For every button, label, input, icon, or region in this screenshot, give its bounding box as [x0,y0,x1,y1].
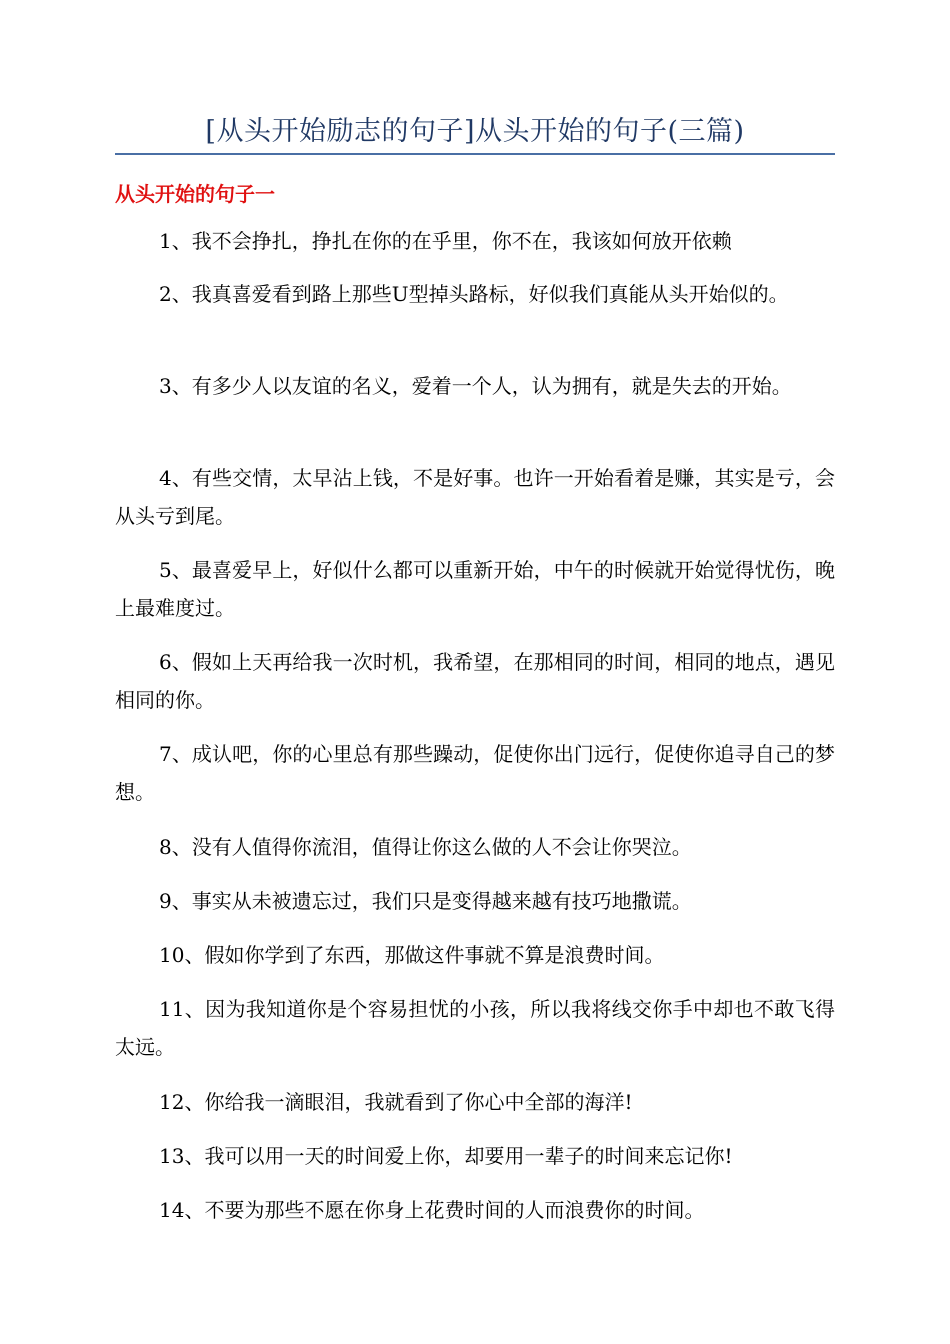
sentence-item-10: 10、假如你学到了东西，那做这件事就不算是浪费时间。 [159,943,665,967]
sentence-item-9: 9、事实从未被遗忘过，我们只是变得越来越有技巧地撒谎。 [159,889,692,913]
sentence-item-7: 7、成认吧，你的心里总有那些躁动，促使你出门远行，促使你追寻自己的梦想。 [115,742,835,804]
sentence-item-12: 12、你给我一滴眼泪，我就看到了你心中全部的海洋! [159,1090,633,1114]
sentence-item-3: 3、有多少人以友谊的名义，爱着一个人，认为拥有，就是失去的开始。 [159,374,792,398]
sentence-item-14: 14、不要为那些不愿在你身上花费时间的人而浪费你的时间。 [159,1198,705,1222]
sentence-item-5: 5、最喜爱早上，好似什么都可以重新开始，中午的时候就开始觉得忧伤，晚上最难度过。 [115,558,835,620]
sentence-item-13: 13、我可以用一天的时间爱上你，却要用一辈子的时间来忘记你! [159,1144,733,1168]
document-title: [从头开始励志的句子]从头开始的句子(三篇) [205,116,745,147]
sentence-item-1: 1、我不会挣扎，挣扎在你的在乎里，你不在，我该如何放开依赖 [159,229,732,253]
sentence-item-6: 6、假如上天再给我一次时机，我希望，在那相同的时间，相同的地点，遇见相同的你。 [115,650,835,712]
sentence-item-8: 8、没有人值得你流泪，值得让你这么做的人不会让你哭泣。 [159,835,692,859]
sentence-item-11: 11、因为我知道你是个容易担忧的小孩，所以我将线交你手中却也不敢飞得太远。 [115,997,835,1059]
sentence-item-2: 2、我真喜爱看到路上那些U型掉头路标，好似我们真能从头开始似的。 [159,282,789,306]
section-heading: 从头开始的句子一 [115,182,275,206]
title-divider [115,153,835,155]
sentence-item-4: 4、有些交情，太早沾上钱，不是好事。也许一开始看着是赚，其实是亏，会从头亏到尾。 [115,466,835,528]
